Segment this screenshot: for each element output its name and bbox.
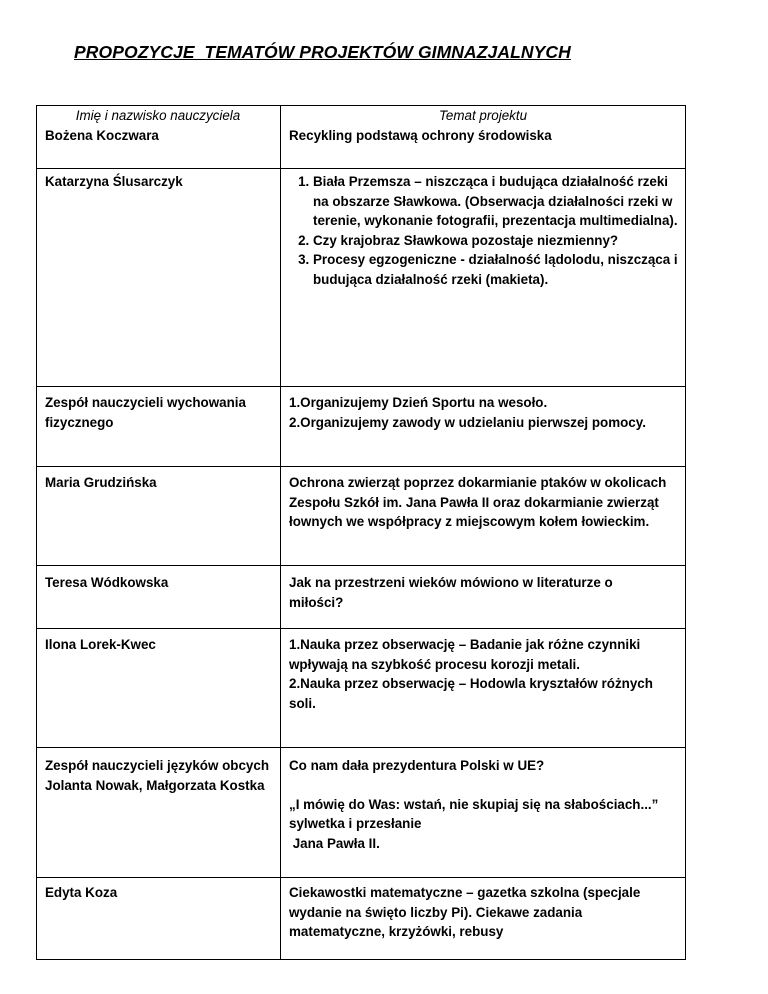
topic-cell: Ciekawostki matematyczne – gazetka szkolna (specjale wydanie na święto liczby Pi). Ciekawe zadania matematyczne, krzyżówki, rebusy: [289, 885, 641, 939]
table-border-bottom: [36, 959, 686, 960]
teacher-line: Jolanta Nowak, Małgorzata Kostka: [45, 777, 265, 793]
topic-cell: [289, 756, 681, 853]
topic-line: „I mówię do Was: wstań, nie skupiaj się na słabościach...” sylwetka i przesłanie: [289, 796, 659, 831]
topic-line: 1.Nauka przez obserwację – Badanie jak różne czynniki wpływają na szybkość procesu korozji metali.: [289, 637, 641, 672]
teacher-cell: Teresa Wódkowska: [45, 575, 169, 590]
row-divider: [36, 877, 686, 878]
header-topic: [281, 106, 685, 126]
row-divider: [36, 168, 686, 169]
topic-cell: Jak na przestrzeni wieków mówiono w literaturze o miłości?: [289, 575, 613, 610]
topic-line: 2.Nauka przez obserwację – Hodowla kryształów różnych soli.: [289, 676, 653, 711]
projects-table: [36, 105, 686, 960]
row-divider: [36, 466, 686, 467]
table-column-divider: [280, 105, 281, 960]
teacher-cell: Edyta Koza: [45, 885, 118, 900]
header-teacher-label: Imię i nazwisko nauczyciela: [75, 108, 241, 123]
teacher-cell: [45, 756, 277, 795]
topic-list-item: 1. Biała Przemsza – niszcząca i budująca działalność rzeki na obszarze Sławkowa. (Obserwacja działalności rzeki w terenie, wykonanie fotografii, prezentacja multimedialna).: [313, 172, 681, 231]
row-divider: [36, 565, 686, 566]
row-divider: [36, 386, 686, 387]
page-title: PROPOZYCJE TEMATÓW PROJEKTÓW GIMNAZJALNYCH: [74, 42, 571, 62]
teacher-cell: Bożena Koczwara: [45, 128, 159, 143]
topic-cell: Recykling podstawą ochrony środowiska: [289, 128, 552, 143]
teacher-cell: Ilona Lorek-Kwec: [45, 637, 156, 652]
table-border-right: [685, 105, 686, 960]
topic-line: 2.Organizujemy zawody w udzielaniu pierwszej pomocy.: [289, 414, 646, 430]
table-border-left: [36, 105, 37, 960]
topic-line: Co nam dała prezydentura Polski w UE?: [289, 758, 545, 773]
header-teacher: [36, 106, 280, 126]
topic-cell: [289, 393, 681, 432]
teacher-line: Zespół nauczycieli języków obcych: [45, 758, 269, 773]
header-topic-label: Temat projektu: [438, 108, 528, 123]
teacher-cell: Zespół nauczycieli wychowania fizycznego: [45, 395, 246, 430]
teacher-cell: Katarzyna Ślusarczyk: [45, 174, 183, 189]
topic-cell: [289, 172, 681, 289]
teacher-cell: Maria Grudzińska: [45, 475, 157, 490]
topic-cell: [289, 635, 681, 713]
topic-line: Jana Pawła II.: [289, 835, 380, 851]
topic-line: 1.Organizujemy Dzień Sportu na wesoło.: [289, 395, 548, 410]
row-divider: [36, 747, 686, 748]
topic-list-item: 3. Procesy egzogeniczne - działalność lądolodu, niszcząca i budująca działalność rzeki (makieta).: [313, 250, 681, 289]
topic-list-item: 2. Czy krajobraz Sławkowa pozostaje niezmienny?: [313, 231, 681, 251]
row-divider: [36, 628, 686, 629]
topic-cell: Ochrona zwierząt poprzez dokarmianie ptaków w okolicach Zespołu Szkół im. Jana Pawła II oraz dokarmianie zwierząt łownych we współpracy z miejscowym kołem łowieckim.: [289, 475, 667, 529]
